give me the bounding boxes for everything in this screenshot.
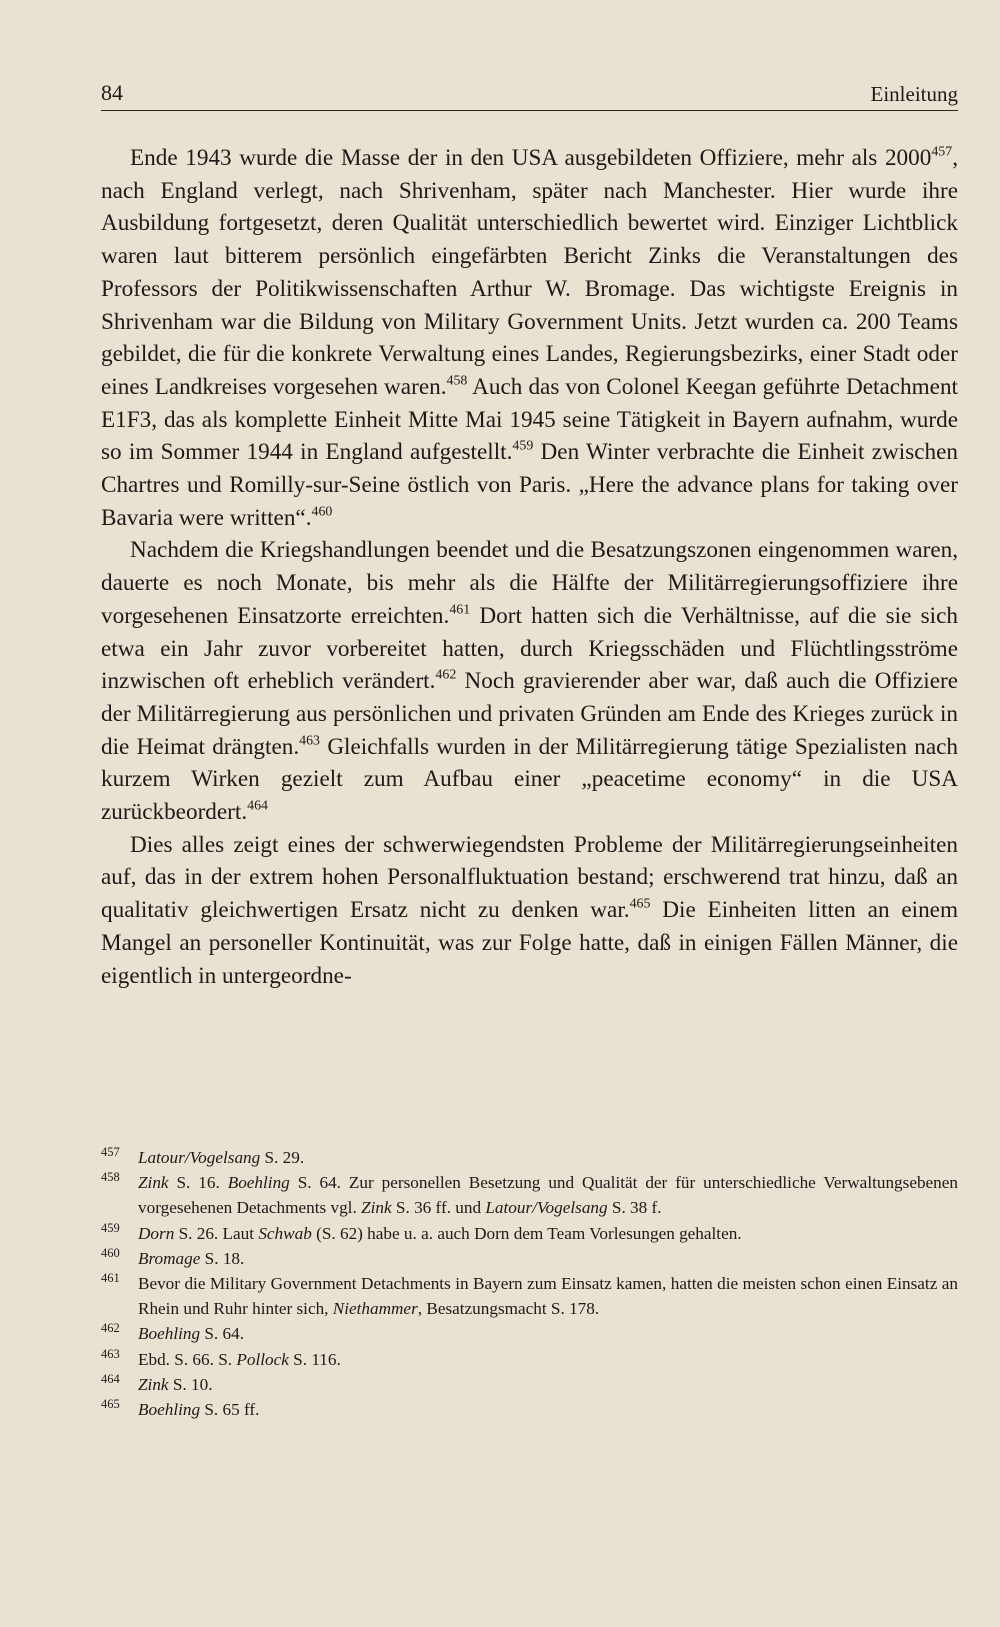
footnote xyxy=(101,1221,958,1246)
text-run: Auch das von Colonel Keegan geführte Detachment E1F3, das als komplette Einheit Mitte Mai 1945 seine Tätigkeit in Bayern aufnahm, wurde so im Sommer 1944 in England aufgestellt. xyxy=(101,373,958,466)
footnotes xyxy=(101,1145,958,1422)
footnote xyxy=(101,1145,958,1170)
footnote-number: 457 xyxy=(101,1145,120,1159)
footnote-reference: 460 xyxy=(311,504,333,519)
text-run: Die Einheiten litten an einem Mangel an personeller Kontinuität, was zur Folge hatte, daß in einigen Fällen Männer, die eigentlich in untergeordne- xyxy=(101,897,958,989)
text-run: Gleichfalls wurden in der Militärregierung tätige Spezialisten nach kurzem Wirken gezielt zum Aufbau einer „peacetime economy“ in die USA zurückbeordert. xyxy=(101,733,958,826)
text-run: Dies alles zeigt eines der schwerwiegendsten Probleme der Militärregierungseinheiten auf, das in der extrem hohen Personalfluktuation bestand; erschwerend trat hinzu, daß an qualitativ gleichwertigen Ersatz nicht zu denken war. xyxy=(101,831,958,924)
footnote-reference: 459 xyxy=(512,438,534,454)
cited-author: Zink xyxy=(138,1374,169,1394)
footnote xyxy=(101,1372,958,1397)
footnote-reference: 457 xyxy=(931,144,953,160)
cited-author: Zink xyxy=(138,1173,169,1193)
text-run: S. 18. xyxy=(200,1248,245,1268)
footnote-number: 462 xyxy=(101,1321,120,1336)
footnote xyxy=(101,1170,958,1220)
text-run: Nachdem die Kriegshandlungen beendet und die Besatzungszonen eingenommen waren, dauerte es noch Monate, bis mehr als die Hälfte der Militärregierungsoffiziere ihre vorgesehenen Einsatzorte erreichten. xyxy=(101,537,958,629)
cited-author: Pollock xyxy=(236,1349,289,1369)
footnote-number: 458 xyxy=(101,1170,120,1185)
paragraph xyxy=(101,142,958,534)
text-run: Noch gravierender aber war, daß auch die Offiziere der Militärregierung aus persönlichen und privaten Gründen am Ende des Krieges zurück in die Heimat drängten. xyxy=(101,668,958,760)
page-number: 84 xyxy=(101,80,123,105)
text-run: S. 36 ff. und xyxy=(391,1198,486,1218)
footnote xyxy=(101,1246,958,1271)
footnote-number: 461 xyxy=(101,1271,120,1286)
footnote xyxy=(101,1321,958,1346)
footnote-reference: 464 xyxy=(247,798,268,814)
footnote xyxy=(101,1397,958,1422)
text-run: S. 116. xyxy=(288,1349,341,1369)
running-head: Einleitung xyxy=(870,82,958,106)
text-run: Dort hatten sich die Verhältnisse, auf die sie sich etwa ein Jahr zuvor vorbereitet hatten, durch Kriegsschäden und Flüchtlingsströme inzwischen oft erheblich verändert. xyxy=(101,602,958,695)
footnote-number: 459 xyxy=(101,1220,120,1235)
cited-author: Latour/Vogelsang xyxy=(138,1148,261,1167)
text-run: (S. 62) habe u. a. auch Dorn dem Team Vorlesungen gehalten. xyxy=(311,1223,742,1243)
text-run: S. 38 f. xyxy=(607,1198,662,1218)
footnote xyxy=(101,1347,958,1372)
text-run: S. 64. xyxy=(200,1324,244,1344)
footnote xyxy=(101,1271,958,1321)
text-run: , Besatzungsmacht S. 178. xyxy=(417,1299,600,1319)
cited-author: Schwab xyxy=(258,1223,312,1243)
text-run: S. 29. xyxy=(260,1148,305,1167)
text-run: Ende 1943 wurde die Masse der in den USA ausgebildeten Offiziere, mehr als 2000 xyxy=(130,145,932,171)
text-run: S. 26. Laut xyxy=(174,1223,259,1243)
paragraph xyxy=(101,534,958,828)
footnote-reference: 458 xyxy=(446,373,468,389)
footnote-reference: 465 xyxy=(629,896,651,912)
cited-author: Dorn xyxy=(138,1223,175,1243)
footnote-number: 460 xyxy=(101,1245,120,1260)
body-text xyxy=(101,142,958,992)
footnote-number: 463 xyxy=(101,1346,120,1361)
footnote-reference: 461 xyxy=(449,602,471,618)
text-run: Den Winter verbrachte die Einheit zwischen Chartres und Romilly-sur-Seine östlich von Paris. „Here the advance plans for taking over Bavaria were written“. xyxy=(101,439,958,531)
page-header xyxy=(101,76,958,111)
cited-author: Latour/Vogelsang xyxy=(485,1198,608,1218)
text-run: S. 10. xyxy=(168,1374,213,1394)
text-run: Bevor die Military Government Detachments in Bayern zum Einsatz kamen, hatten die meisten schon einen Einsatz an Rhein und Ruhr hinter sich, xyxy=(138,1274,958,1319)
text-run: S. 65 ff. xyxy=(200,1400,260,1420)
cited-author: Boehling xyxy=(227,1173,290,1193)
footnote-number: 464 xyxy=(101,1371,120,1386)
cited-author: Zink xyxy=(361,1198,392,1218)
text-run: S. 16. xyxy=(168,1173,228,1193)
cited-author: Boehling xyxy=(138,1400,201,1420)
paragraph xyxy=(101,829,958,993)
cited-author: Bromage xyxy=(138,1248,201,1268)
text-run: Ebd. S. 66. S. xyxy=(138,1349,237,1369)
cited-author: Niethammer xyxy=(332,1299,418,1319)
footnote-reference: 462 xyxy=(435,667,457,683)
text-run: , nach England verlegt, nach Shrivenham, später nach Manchester. Hier wurde ihre Ausbildung fortgesetzt, deren Qualität unterschiedlich bewertet wird. Einziger Lichtblick waren laut bitterem persönlich eingefärbten Bericht Zinks die Veranstaltungen des Professors der Politikwissenschaften Arthur W. Bromage. Das wichtigste Ereignis in Shrivenham war die Bildung von Military Government Units. Jetzt wurden ca. 200 Teams gebildet, die für die konkrete Verwaltung eines Landes, Regierungsbezirks, einer Stadt oder eines Landkreises vorgesehen waren. xyxy=(101,145,958,400)
footnote-reference: 463 xyxy=(299,732,320,748)
footnote-number: 465 xyxy=(101,1397,120,1412)
cited-author: Boehling xyxy=(138,1324,201,1344)
text-run: S. 64. Zur personellen Besetzung und Qualität der für unterschiedliche Verwaltungsebenen vorgesehenen Detachments vgl. xyxy=(138,1173,959,1218)
